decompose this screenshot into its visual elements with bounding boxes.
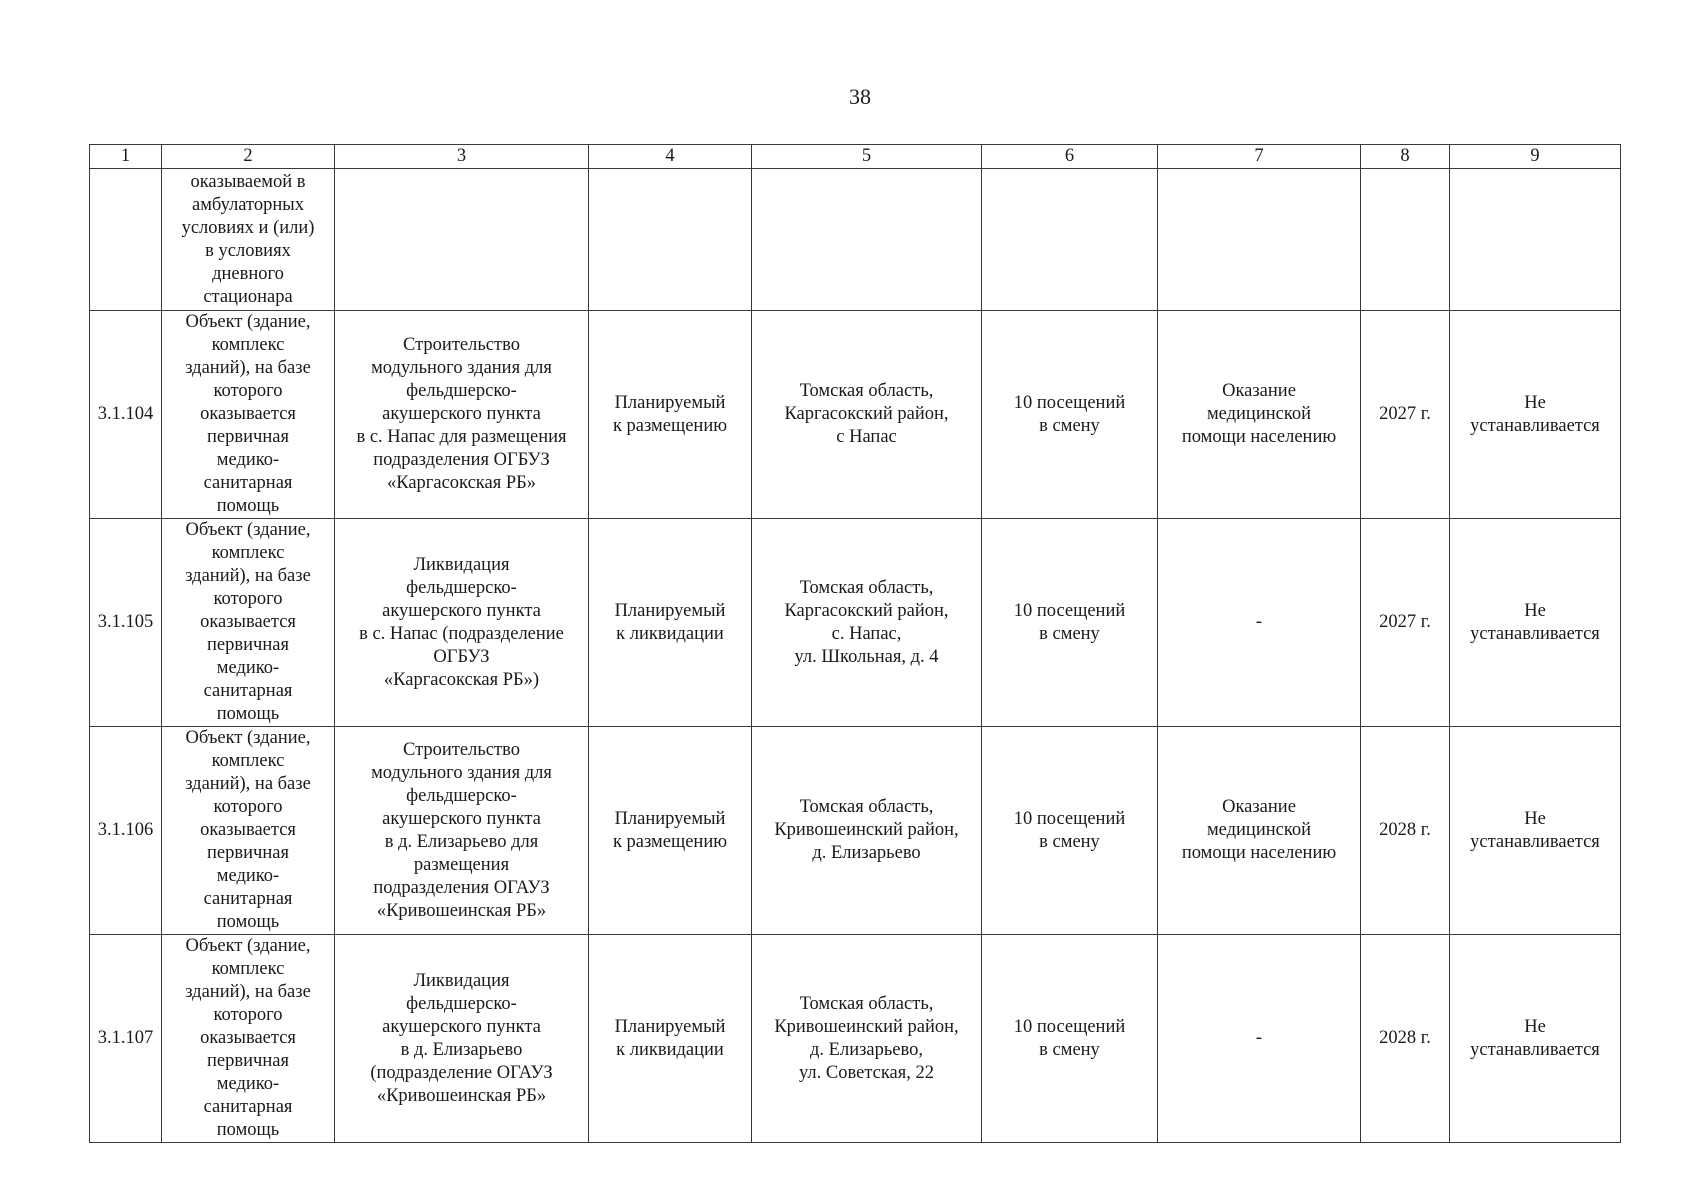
cell-object-type: Объект (здание, комплекс зданий), на базе которого оказывается первичная медико- санитарная помощь — [162, 519, 335, 727]
table-row — [90, 311, 1621, 519]
cell-num: 3.1.106 — [90, 727, 162, 935]
cell-name — [335, 169, 589, 311]
cell-year: 2028 г. — [1361, 727, 1450, 935]
cell-object-type: оказываемой в амбулаторных условиях и (или) в условиях дневного стационара — [162, 169, 335, 311]
cell-status — [589, 169, 752, 311]
column-header: 2 — [162, 145, 335, 169]
cell-location: Томская область, Каргасокский район, с Напас — [752, 311, 982, 519]
cell-name: Ликвидация фельдшерско- акушерского пункта в д. Елизарьево (подразделение ОГАУЗ «Кривошеинская РБ» — [335, 935, 589, 1143]
column-header: 6 — [982, 145, 1158, 169]
cell-object-type: Объект (здание, комплекс зданий), на базе которого оказывается первичная медико- санитарная помощь — [162, 311, 335, 519]
cell-year: 2027 г. — [1361, 519, 1450, 727]
cell-status: Планируемый к ликвидации — [589, 519, 752, 727]
cell-zone: Не устанавливается — [1450, 311, 1621, 519]
cell-year: 2027 г. — [1361, 311, 1450, 519]
cell-location: Томская область, Кривошеинский район, д. Елизарьево, ул. Советская, 22 — [752, 935, 982, 1143]
cell-name: Строительство модульного здания для фельдшерско- акушерского пункта в с. Напас для размещения подразделения ОГБУЗ «Каргасокская РБ» — [335, 311, 589, 519]
table-row — [90, 727, 1621, 935]
column-header: 4 — [589, 145, 752, 169]
column-header: 5 — [752, 145, 982, 169]
cell-zone — [1450, 169, 1621, 311]
cell-num: 3.1.105 — [90, 519, 162, 727]
cell-purpose: Оказание медицинской помощи населению — [1158, 727, 1361, 935]
cell-location: Томская область, Каргасокский район, с. Напас, ул. Школьная, д. 4 — [752, 519, 982, 727]
cell-name: Строительство модульного здания для фельдшерско- акушерского пункта в д. Елизарьево для размещения подразделения ОГАУЗ «Кривошеинская РБ» — [335, 727, 589, 935]
table-row-continuation — [90, 169, 1621, 311]
cell-location: Томская область, Кривошеинский район, д. Елизарьево — [752, 727, 982, 935]
table-row — [90, 935, 1621, 1143]
cell-capacity: 10 посещений в смену — [982, 727, 1158, 935]
column-header: 3 — [335, 145, 589, 169]
cell-capacity: 10 посещений в смену — [982, 519, 1158, 727]
cell-year: 2028 г. — [1361, 935, 1450, 1143]
cell-status: Планируемый к размещению — [589, 727, 752, 935]
column-header: 8 — [1361, 145, 1450, 169]
cell-capacity — [982, 169, 1158, 311]
planned-objects-table — [89, 144, 1621, 1143]
column-header: 9 — [1450, 145, 1621, 169]
cell-purpose: - — [1158, 519, 1361, 727]
cell-purpose — [1158, 169, 1361, 311]
cell-num: 3.1.104 — [90, 311, 162, 519]
cell-object-type: Объект (здание, комплекс зданий), на базе которого оказывается первичная медико- санитарная помощь — [162, 935, 335, 1143]
cell-capacity: 10 посещений в смену — [982, 935, 1158, 1143]
cell-zone: Не устанавливается — [1450, 935, 1621, 1143]
cell-status: Планируемый к размещению — [589, 311, 752, 519]
column-header: 7 — [1158, 145, 1361, 169]
cell-zone: Не устанавливается — [1450, 519, 1621, 727]
cell-year — [1361, 169, 1450, 311]
page-number: 38 — [849, 84, 871, 109]
cell-capacity: 10 посещений в смену — [982, 311, 1158, 519]
cell-purpose: - — [1158, 935, 1361, 1143]
table-header-row — [90, 145, 1621, 169]
cell-name: Ликвидация фельдшерско- акушерского пункта в с. Напас (подразделение ОГБУЗ «Каргасокская РБ») — [335, 519, 589, 727]
cell-location — [752, 169, 982, 311]
cell-num: 3.1.107 — [90, 935, 162, 1143]
cell-status: Планируемый к ликвидации — [589, 935, 752, 1143]
column-header: 1 — [90, 145, 162, 169]
cell-object-type: Объект (здание, комплекс зданий), на базе которого оказывается первичная медико- санитарная помощь — [162, 727, 335, 935]
cell-num — [90, 169, 162, 311]
table-row — [90, 519, 1621, 727]
cell-purpose: Оказание медицинской помощи населению — [1158, 311, 1361, 519]
cell-zone: Не устанавливается — [1450, 727, 1621, 935]
